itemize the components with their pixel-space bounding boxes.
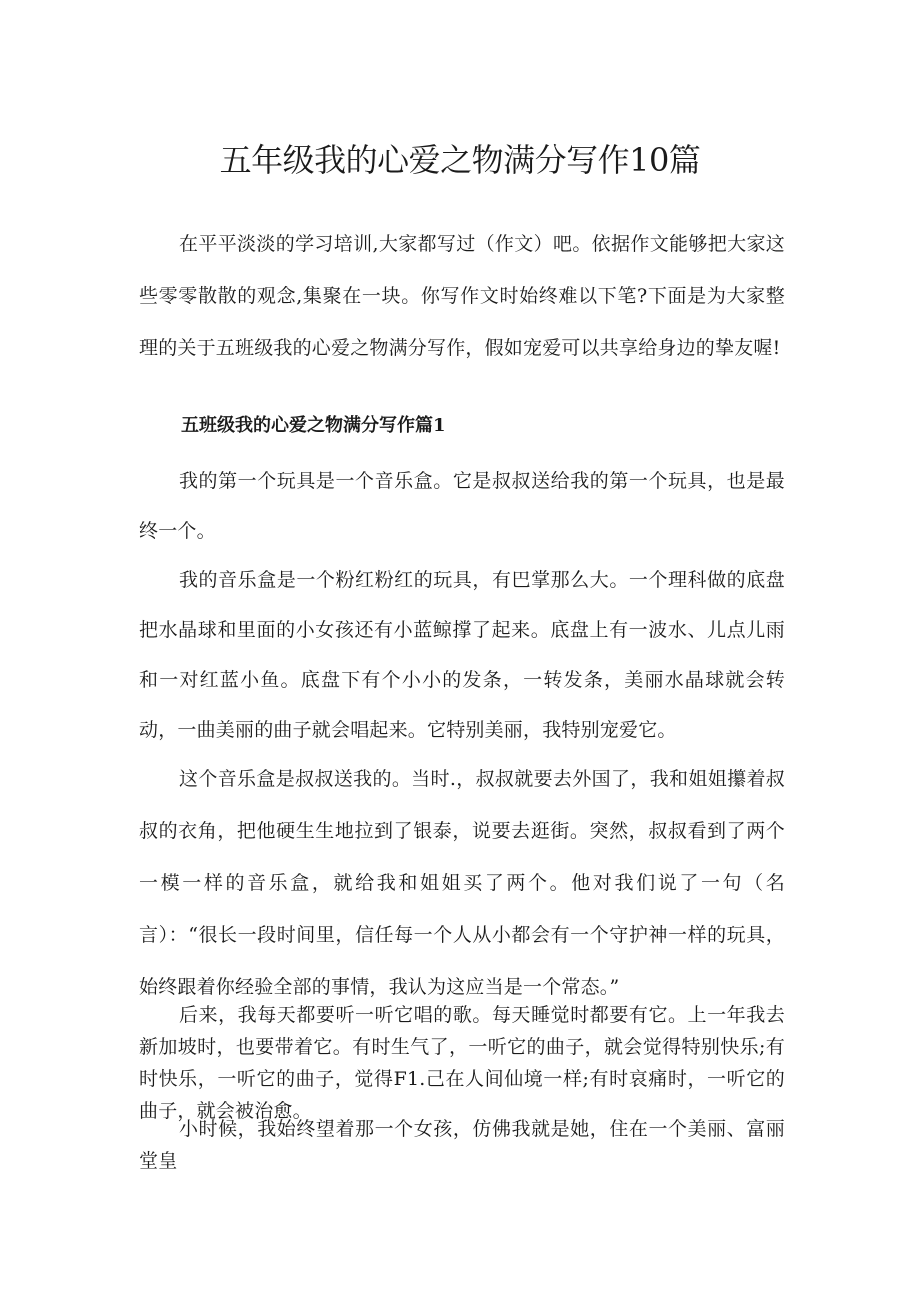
body-paragraph-4: 后来，我每天都要听一听它唱的歌。每天睡觉时都要有它。上一年我去新加坡时，也要带着它。有时生气了，一听它的曲子，就会觉得特别快乐;有时快乐，一听它的曲子，觉得F1.己在人间仙境一样;有时哀痛时，一听它的曲子，就会被治愈。 bbox=[139, 1004, 785, 1122]
body-paragraph-3: 这个音乐盒是叔叔送我的。当时.，叔叔就要去外国了，我和姐姐攥着叔叔的衣角，把他硬生生地拉到了银泰，说要去逛街。突然，叔叔看到了两个一模一样的音乐盒，就给我和姐姐买了两个。他对我们说了一句（名言）：“很长一段时间里，信任每一个人从小都会有一个守护神一样的玩具，始终跟着你经验全部的事情，我认为这应当是一个常态。” bbox=[139, 768, 785, 998]
body-paragraph-5: 小时候，我始终望着那一个女孩，仿佛我就是她，住在一个美丽、富丽堂皇 bbox=[139, 1118, 785, 1172]
body-paragraph-1: 我的第一个玩具是一个音乐盒。它是叔叔送给我的第一个玩具，也是最终一个。 bbox=[139, 470, 785, 542]
intro-paragraph: 在平平淡淡的学习培训,大家都写过（作文）吧。依据作文能够把大家这些零零散散的观念,集聚在一块。你写作文时始终难以下笔?下面是为大家整理的关于五班级我的心爱之物满分写作，假如宠爱可以共享给身边的挚友喔! bbox=[139, 233, 785, 359]
section-heading: 五班级我的心爱之物满分写作篇1 bbox=[181, 415, 446, 436]
document-title: 五年级我的心爱之物满分写作10篇 bbox=[219, 141, 701, 179]
body-paragraph-2: 我的音乐盒是一个粉红粉红的玩具，有巴掌那么大。一个理科做的底盘把水晶球和里面的小女孩还有小蓝鲸撑了起来。底盘上有一波水、儿点儿雨和一对红蓝小鱼。底盘下有个小小的发条，一转发条，美丽水晶球就会转动，一曲美丽的曲子就会唱起来。它特别美丽，我特别宠爱它。 bbox=[139, 569, 785, 741]
